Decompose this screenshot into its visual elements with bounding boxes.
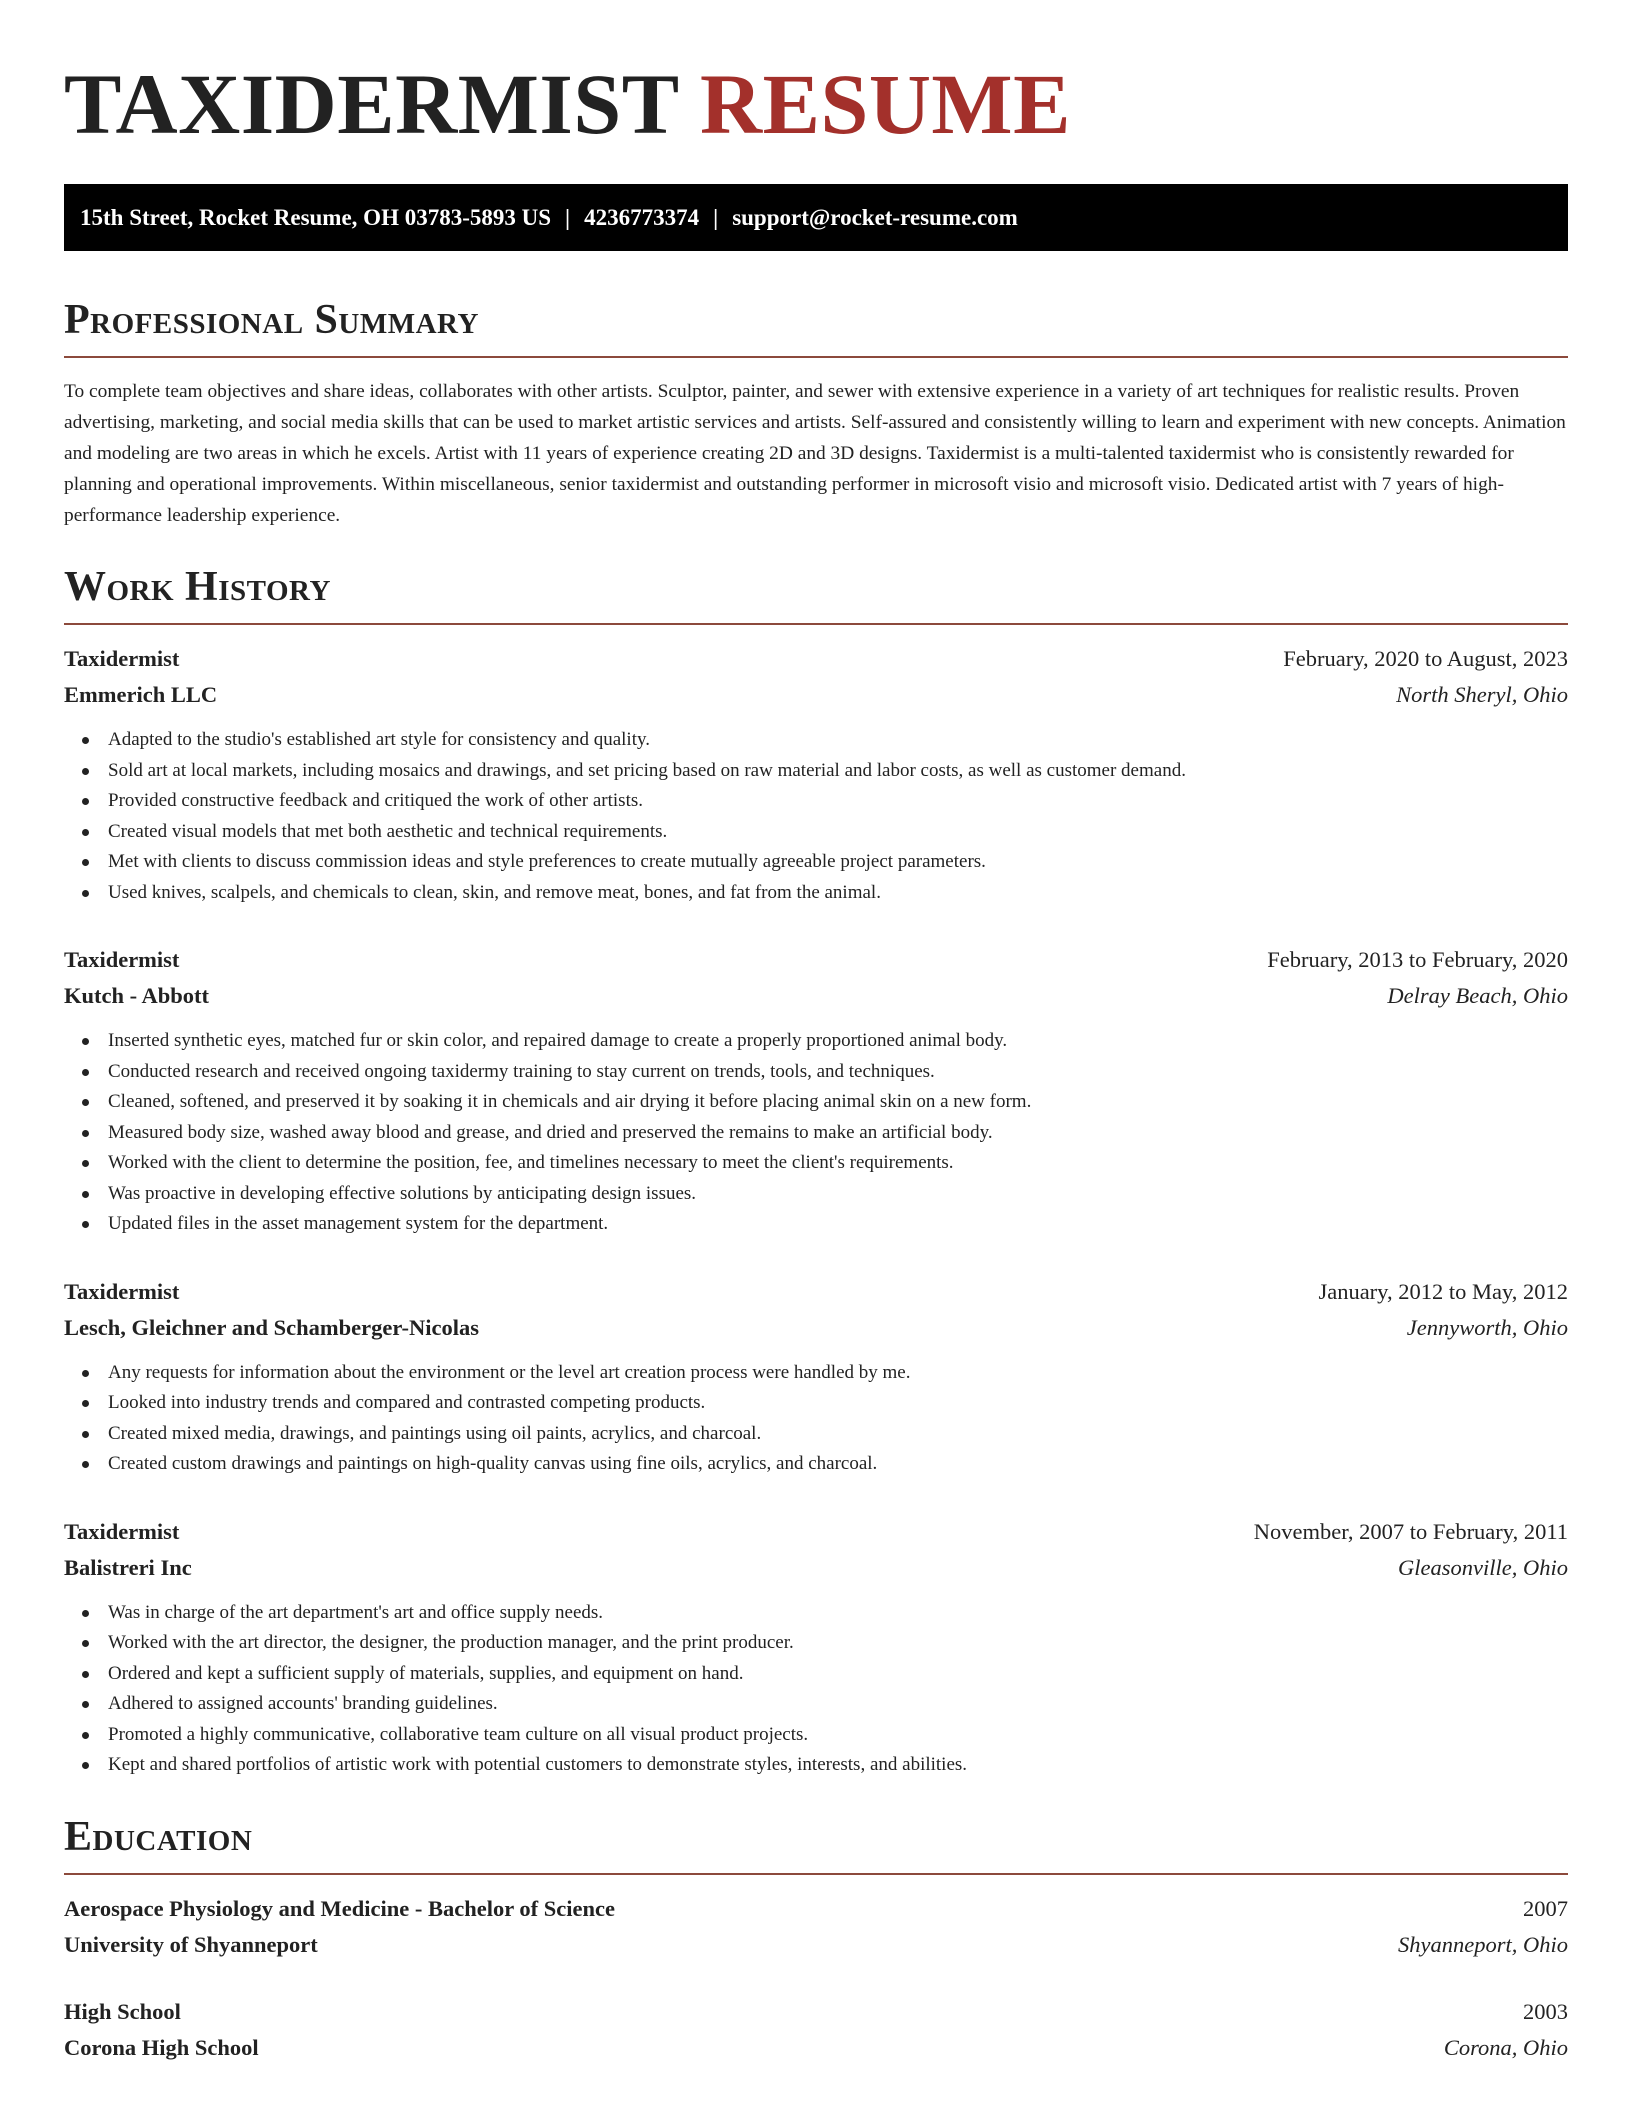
job-duty-item: Updated files in the asset management system for the department. [64, 1209, 1568, 1240]
job-location: North Sheryl, Ohio [1396, 682, 1568, 707]
job-company: Kutch - Abbott [64, 983, 210, 1008]
job-company: Lesch, Gleichner and Schamberger-Nicolas [64, 1314, 479, 1340]
education-school-row [64, 1927, 1568, 1963]
education-degree: High School [64, 1998, 181, 2024]
job-duty-item: Met with clients to discuss commission ideas and style preferences to create mutually agreeable project parameters. [64, 847, 1568, 878]
education-school: University of Shyanneport [64, 1931, 318, 1957]
job-company: Emmerich LLC [64, 682, 218, 707]
education-degree-row [64, 1891, 1568, 1927]
education-year: 2003 [1523, 1998, 1568, 2024]
job-entry [64, 1514, 1568, 1781]
job-duty-item: Conducted research and received ongoing taxidermy training to stay current on trends, tools, and techniques. [64, 1057, 1568, 1088]
education-school: Corona High School [64, 2034, 259, 2060]
contact-separator: | [713, 205, 719, 230]
job-title: Taxidermist [64, 1518, 180, 1544]
job-duty-item: Was proactive in developing effective solutions by anticipating design issues. [64, 1179, 1568, 1210]
job-title: Taxidermist [64, 947, 180, 972]
contact-separator: | [565, 205, 571, 230]
job-duty-item: Inserted synthetic eyes, matched fur or skin color, and repaired damage to create a properly proportioned animal body. [64, 1026, 1568, 1057]
job-dates: January, 2012 to May, 2012 [1318, 1278, 1568, 1304]
summary-text: To complete team objectives and share ideas, collaborates with other artists. Sculptor, painter, and sewer with extensive experience in a variety of art techniques for realistic results. Proven advertising, marketing, and social media skills that can be used to market artistic services and artists. Self-assured and consistently willing to learn and experiment with new concepts. Animation and modeling are two areas in which he excels. Artist with 11 years of experience creating 2D and 3D designs. Taxidermist is a multi-talented taxidermist who is consistently rewarded for planning and operational improvements. Within miscellaneous, senior taxidermist and outstanding performer in microsoft visio and microsoft visio. Dedicated artist with 7 years of high-performance leadership experience. [64, 381, 1566, 526]
job-header-row [64, 641, 1568, 677]
work-history-section [64, 563, 1568, 1781]
education-list [64, 1891, 1568, 2066]
job-duty-item: Cleaned, softened, and preserved it by soaking it in chemicals and air drying it before placing animal skin on a new form. [64, 1087, 1568, 1118]
job-entry [64, 1274, 1568, 1480]
job-duty-item: Kept and shared portfolios of artistic work with potential customers to demonstrate styles, interests, and abilities. [64, 1750, 1568, 1781]
job-duty-item: Measured body size, washed away blood and grease, and dried and preserved the remains to make an artificial body. [64, 1118, 1568, 1149]
job-duty-item: Worked with the client to determine the position, fee, and timelines necessary to meet the client's requirements. [64, 1148, 1568, 1179]
job-duty-item: Was in charge of the art department's art and office supply needs. [64, 1598, 1568, 1629]
job-duty-item: Looked into industry trends and compared and contrasted competing products. [64, 1388, 1568, 1419]
job-dates: February, 2013 to February, 2020 [1267, 947, 1568, 972]
job-dates: February, 2020 to August, 2023 [1283, 646, 1568, 671]
job-duty-item: Adhered to assigned accounts' branding guidelines. [64, 1689, 1568, 1720]
education-degree-row [64, 1994, 1568, 2030]
job-company-row [64, 978, 1568, 1014]
job-duty-item: Created custom drawings and paintings on high-quality canvas using fine oils, acrylics, and charcoal. [64, 1449, 1568, 1480]
job-duty-item: Ordered and kept a sufficient supply of materials, supplies, and equipment on hand. [64, 1659, 1568, 1690]
job-title: Taxidermist [64, 1278, 180, 1304]
job-duties-list [64, 1358, 1568, 1480]
education-location: Corona, Ohio [1443, 2034, 1568, 2060]
job-company-row [64, 677, 1568, 713]
education-location: Shyanneport, Ohio [1398, 1931, 1568, 1957]
job-duty-item: Created mixed media, drawings, and paintings using oil paints, acrylics, and charcoal. [64, 1419, 1568, 1450]
job-duties-list [64, 1598, 1568, 1781]
title-main: TAXIDERMIST [64, 56, 679, 152]
job-list [64, 641, 1568, 1781]
job-header-row [64, 1274, 1568, 1310]
section-divider [64, 1873, 1568, 1875]
job-title: Taxidermist [64, 646, 180, 671]
job-duty-item: Adapted to the studio's established art style for consistency and quality. [64, 725, 1568, 756]
section-heading: Work History [64, 564, 331, 610]
contact-address: 15th Street, Rocket Resume, OH 03783-5893 US [80, 205, 552, 230]
education-entry [64, 1891, 1568, 1963]
job-duty-item: Created visual models that met both aesthetic and technical requirements. [64, 817, 1568, 848]
job-dates: November, 2007 to February, 2011 [1253, 1518, 1568, 1544]
section-heading: Professional Summary [64, 297, 479, 343]
job-location: Delray Beach, Ohio [1387, 983, 1568, 1008]
job-duty-item: Promoted a highly communicative, collaborative team culture on all visual product projects. [64, 1720, 1568, 1751]
job-company-row [64, 1550, 1568, 1586]
section-divider [64, 356, 1568, 358]
section-divider [64, 623, 1568, 625]
section-heading: Education [64, 1813, 253, 1860]
title-accent: RESUME [700, 56, 1071, 152]
job-location: Gleasonville, Ohio [1398, 1554, 1568, 1580]
job-header-row [64, 1514, 1568, 1550]
job-company-row [64, 1310, 1568, 1346]
job-duty-item: Provided constructive feedback and critiqued the work of other artists. [64, 786, 1568, 817]
job-duty-item: Any requests for information about the environment or the level art creation process were handled by me. [64, 1358, 1568, 1389]
job-duty-item: Used knives, scalpels, and chemicals to clean, skin, and remove meat, bones, and fat from the animal. [64, 878, 1568, 909]
job-duty-item: Sold art at local markets, including mosaics and drawings, and set pricing based on raw material and labor costs, as well as customer demand. [64, 756, 1568, 787]
education-school-row [64, 2030, 1568, 2066]
resume-title [64, 50, 1568, 158]
education-section [64, 1813, 1568, 2066]
job-entry [64, 641, 1568, 908]
job-location: Jennyworth, Ohio [1406, 1314, 1568, 1340]
job-header-row [64, 942, 1568, 978]
job-duty-item: Worked with the art director, the designer, the production manager, and the print producer. [64, 1628, 1568, 1659]
contact-bar [64, 184, 1568, 251]
job-company: Balistreri Inc [64, 1554, 192, 1580]
job-entry [64, 942, 1568, 1240]
education-year: 2007 [1523, 1895, 1568, 1921]
education-entry [64, 1994, 1568, 2066]
professional-summary-section [64, 296, 1568, 531]
job-duties-list [64, 725, 1568, 908]
contact-email: support@rocket-resume.com [732, 205, 1018, 230]
education-degree: Aerospace Physiology and Medicine - Bachelor of Science [64, 1895, 615, 1921]
contact-phone: 4236773374 [584, 205, 700, 230]
job-duties-list [64, 1026, 1568, 1240]
